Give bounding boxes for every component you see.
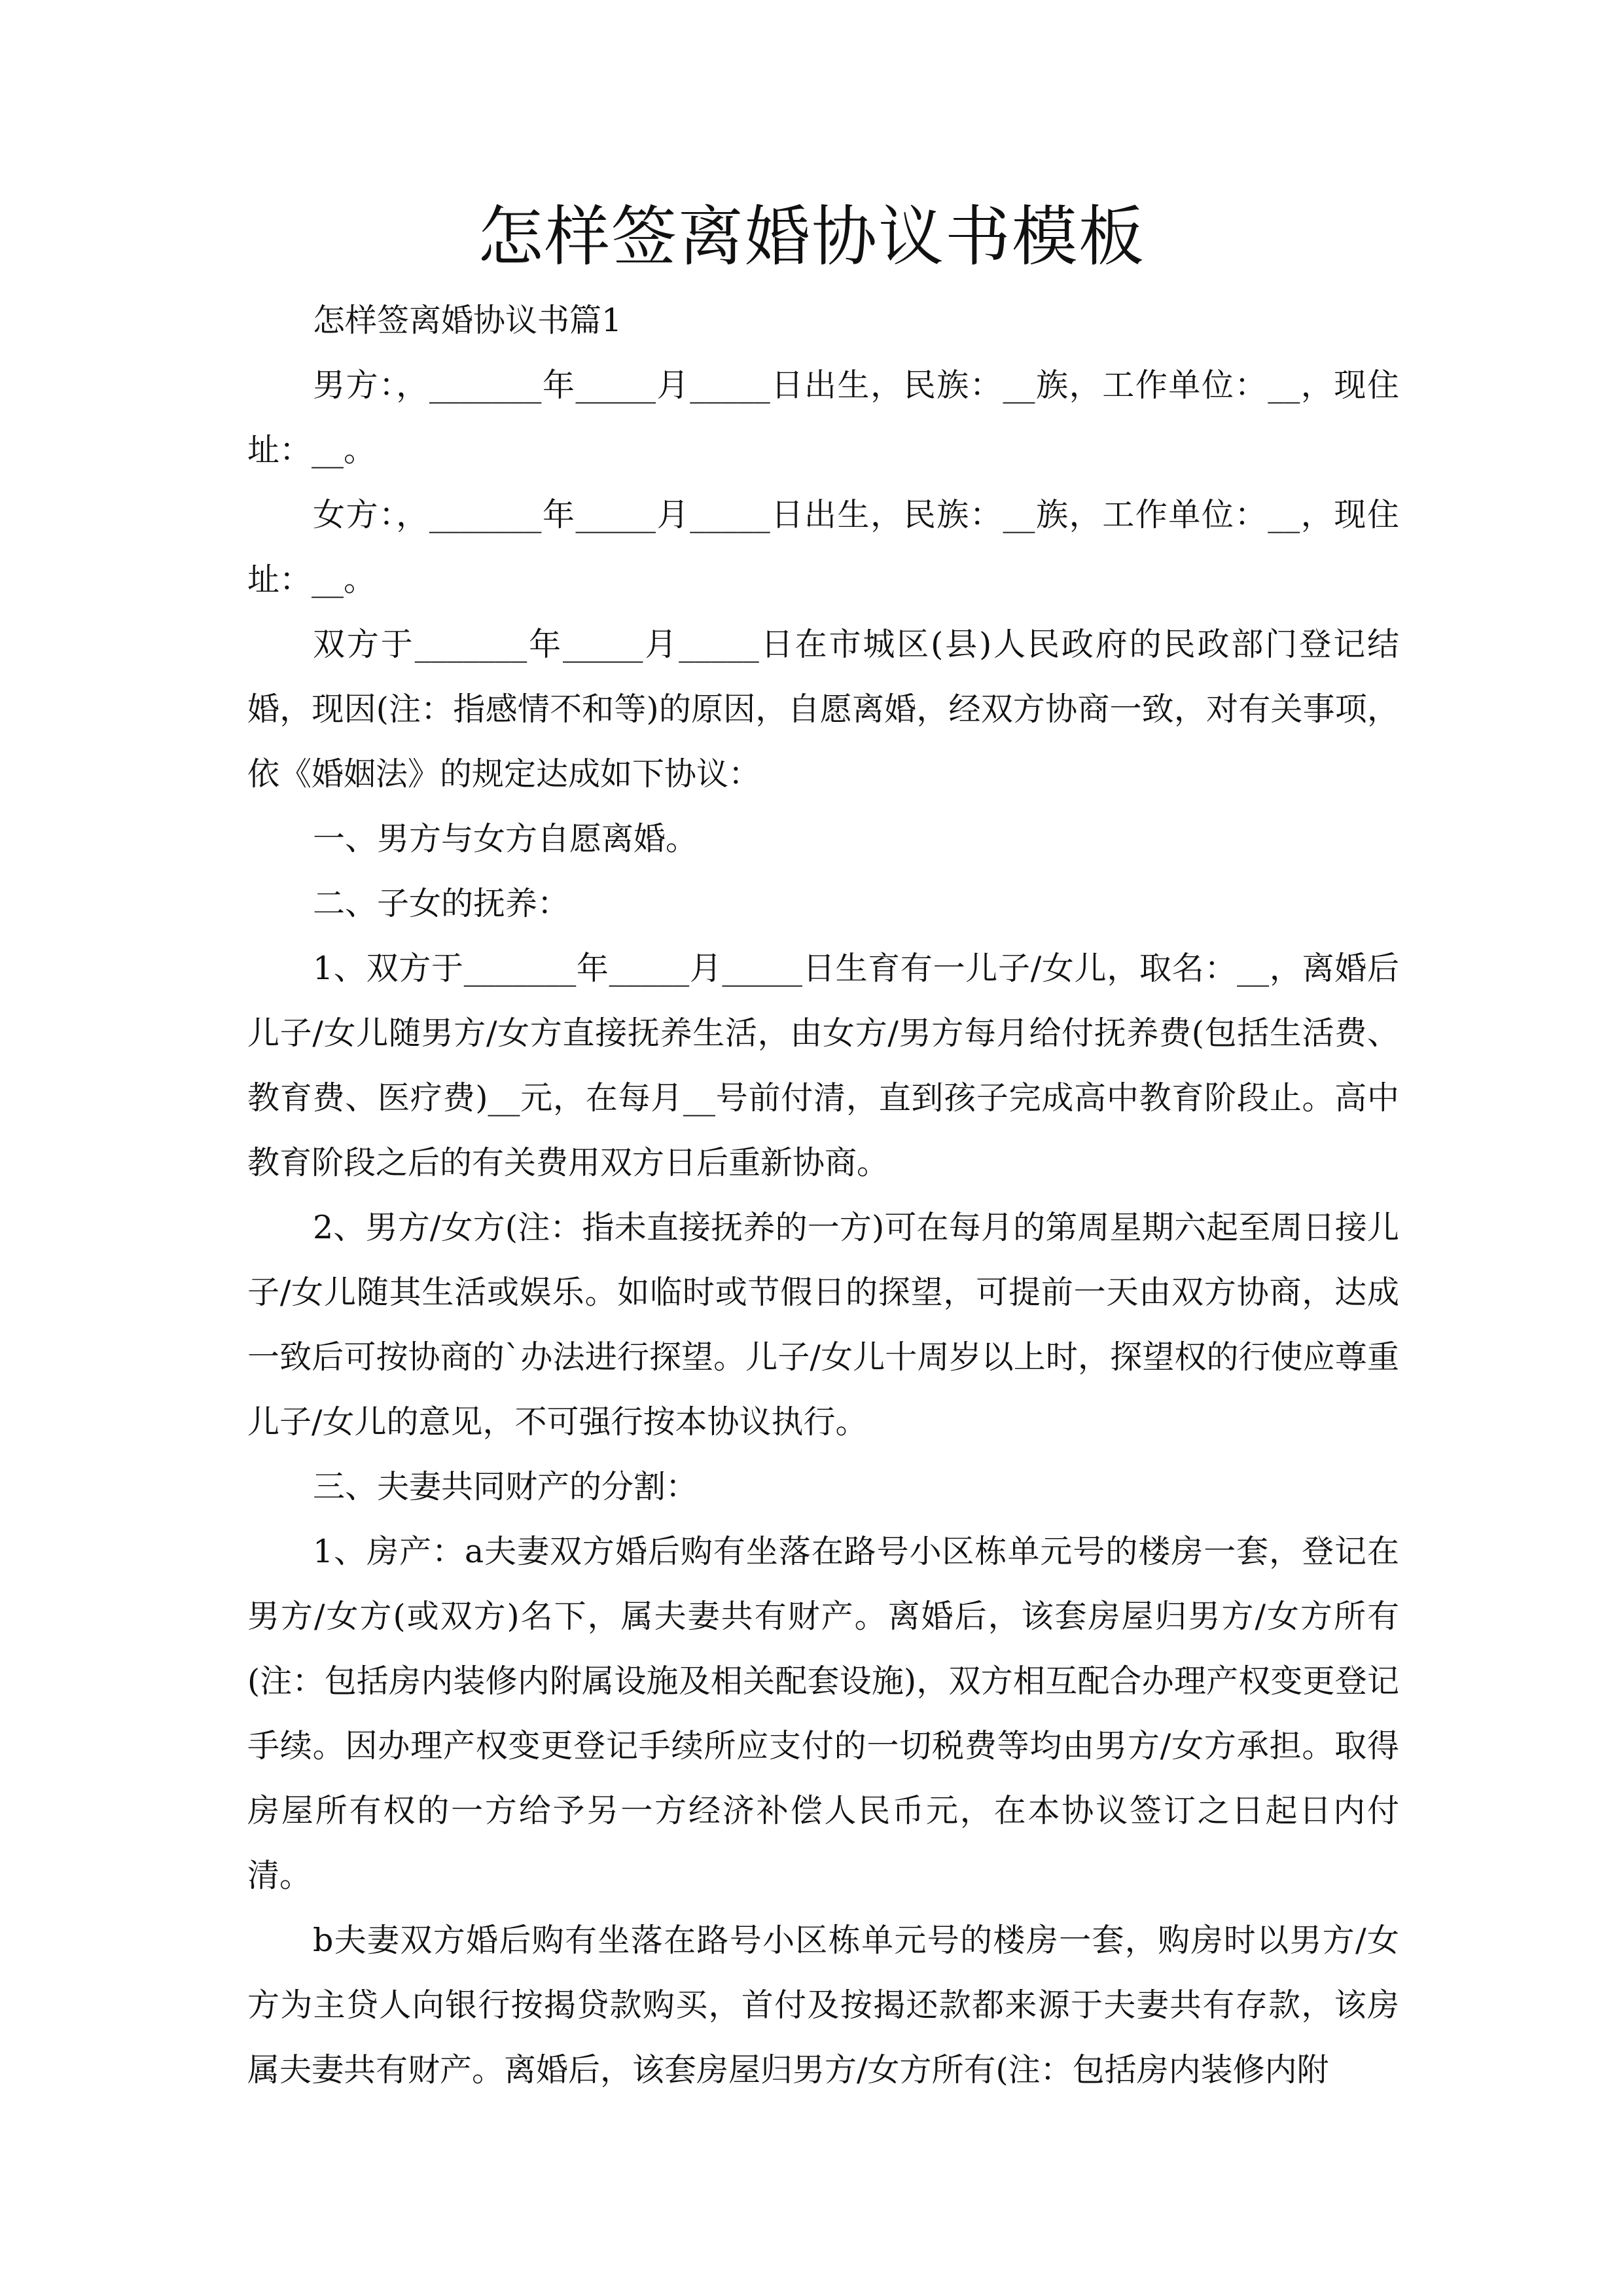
document-title: 怎样签离婚协议书模板	[478, 198, 1145, 275]
clause-2-2-visitation: 2、男方/女方(注：指未直接抚养的一方)可在每月的第周星期六起至周日接儿子/女儿随其生活或娱乐。如临时或节假日的探望，可提前一天由双方协商，达成一致后可按协商的`办法进行探望。儿子/女儿十周岁以上时，探望权的行使应尊重儿子/女儿的意见，不可强行按本协议执行。	[247, 1209, 1399, 1441]
paragraph-wife-info: 女方：，_______年_____月_____日出生，民族：__族，工作单位：__，现住址：__。	[247, 496, 1399, 598]
clause-1-divorce: 一、男方与女方自愿离婚。	[313, 820, 698, 857]
clause-2-heading: 二、子女的抚养：	[313, 885, 570, 922]
paragraph-husband-info: 男方：，_______年_____月_____日出生，民族：__族，工作单位：__，现住址：__。	[247, 367, 1399, 469]
clause-3-1b-property: b夫妻双方婚后购有坐落在路号小区栋单元号的楼房一套，购房时以男方/女方为主贷人向银行按揭贷款购买，首付及按揭还款都来源于夫妻共有存款，该房属夫妻共有财产。离婚后，该套房屋归男方/女方所有(注：包括房内装修内附	[247, 1922, 1399, 2089]
section-heading: 怎样签离婚协议书篇1	[313, 302, 622, 339]
clause-3-1a-property: 1、房产：a夫妻双方婚后购有坐落在路号小区栋单元号的楼房一套，登记在男方/女方(或双方)名下，属夫妻共有财产。离婚后，该套房屋归男方/女方所有(注：包括房内装修内附属设施及相关配套设施)，双方相互配合办理产权变更登记手续。因办理产权变更登记手续所应支付的一切税费等均由男方/女方承担。取得房屋所有权的一方给予另一方经济补偿人民币元，在本协议签订之日起日内付清。	[247, 1533, 1399, 1894]
clause-2-1-child-custody: 1、双方于_______年_____月_____日生育有一儿子/女儿，取名：__，离婚后儿子/女儿随男方/女方直接抚养生活，由女方/男方每月给付抚养费(包括生活费、教育费、医疗费)__元，在每月__号前付清，直到孩子完成高中教育阶段止。高中教育阶段之后的有关费用双方日后重新协商。	[247, 950, 1399, 1181]
paragraph-marriage-registration: 双方于_______年_____月_____日在市城区(县)人民政府的民政部门登记结婚，现因(注：指感情不和等)的原因，自愿离婚，经双方协商一致，对有关事项，依《婚姻法》的规定达成如下协议：	[247, 626, 1399, 793]
clause-3-heading: 三、夫妻共同财产的分割：	[313, 1468, 698, 1505]
document-body	[247, 288, 1399, 2102]
